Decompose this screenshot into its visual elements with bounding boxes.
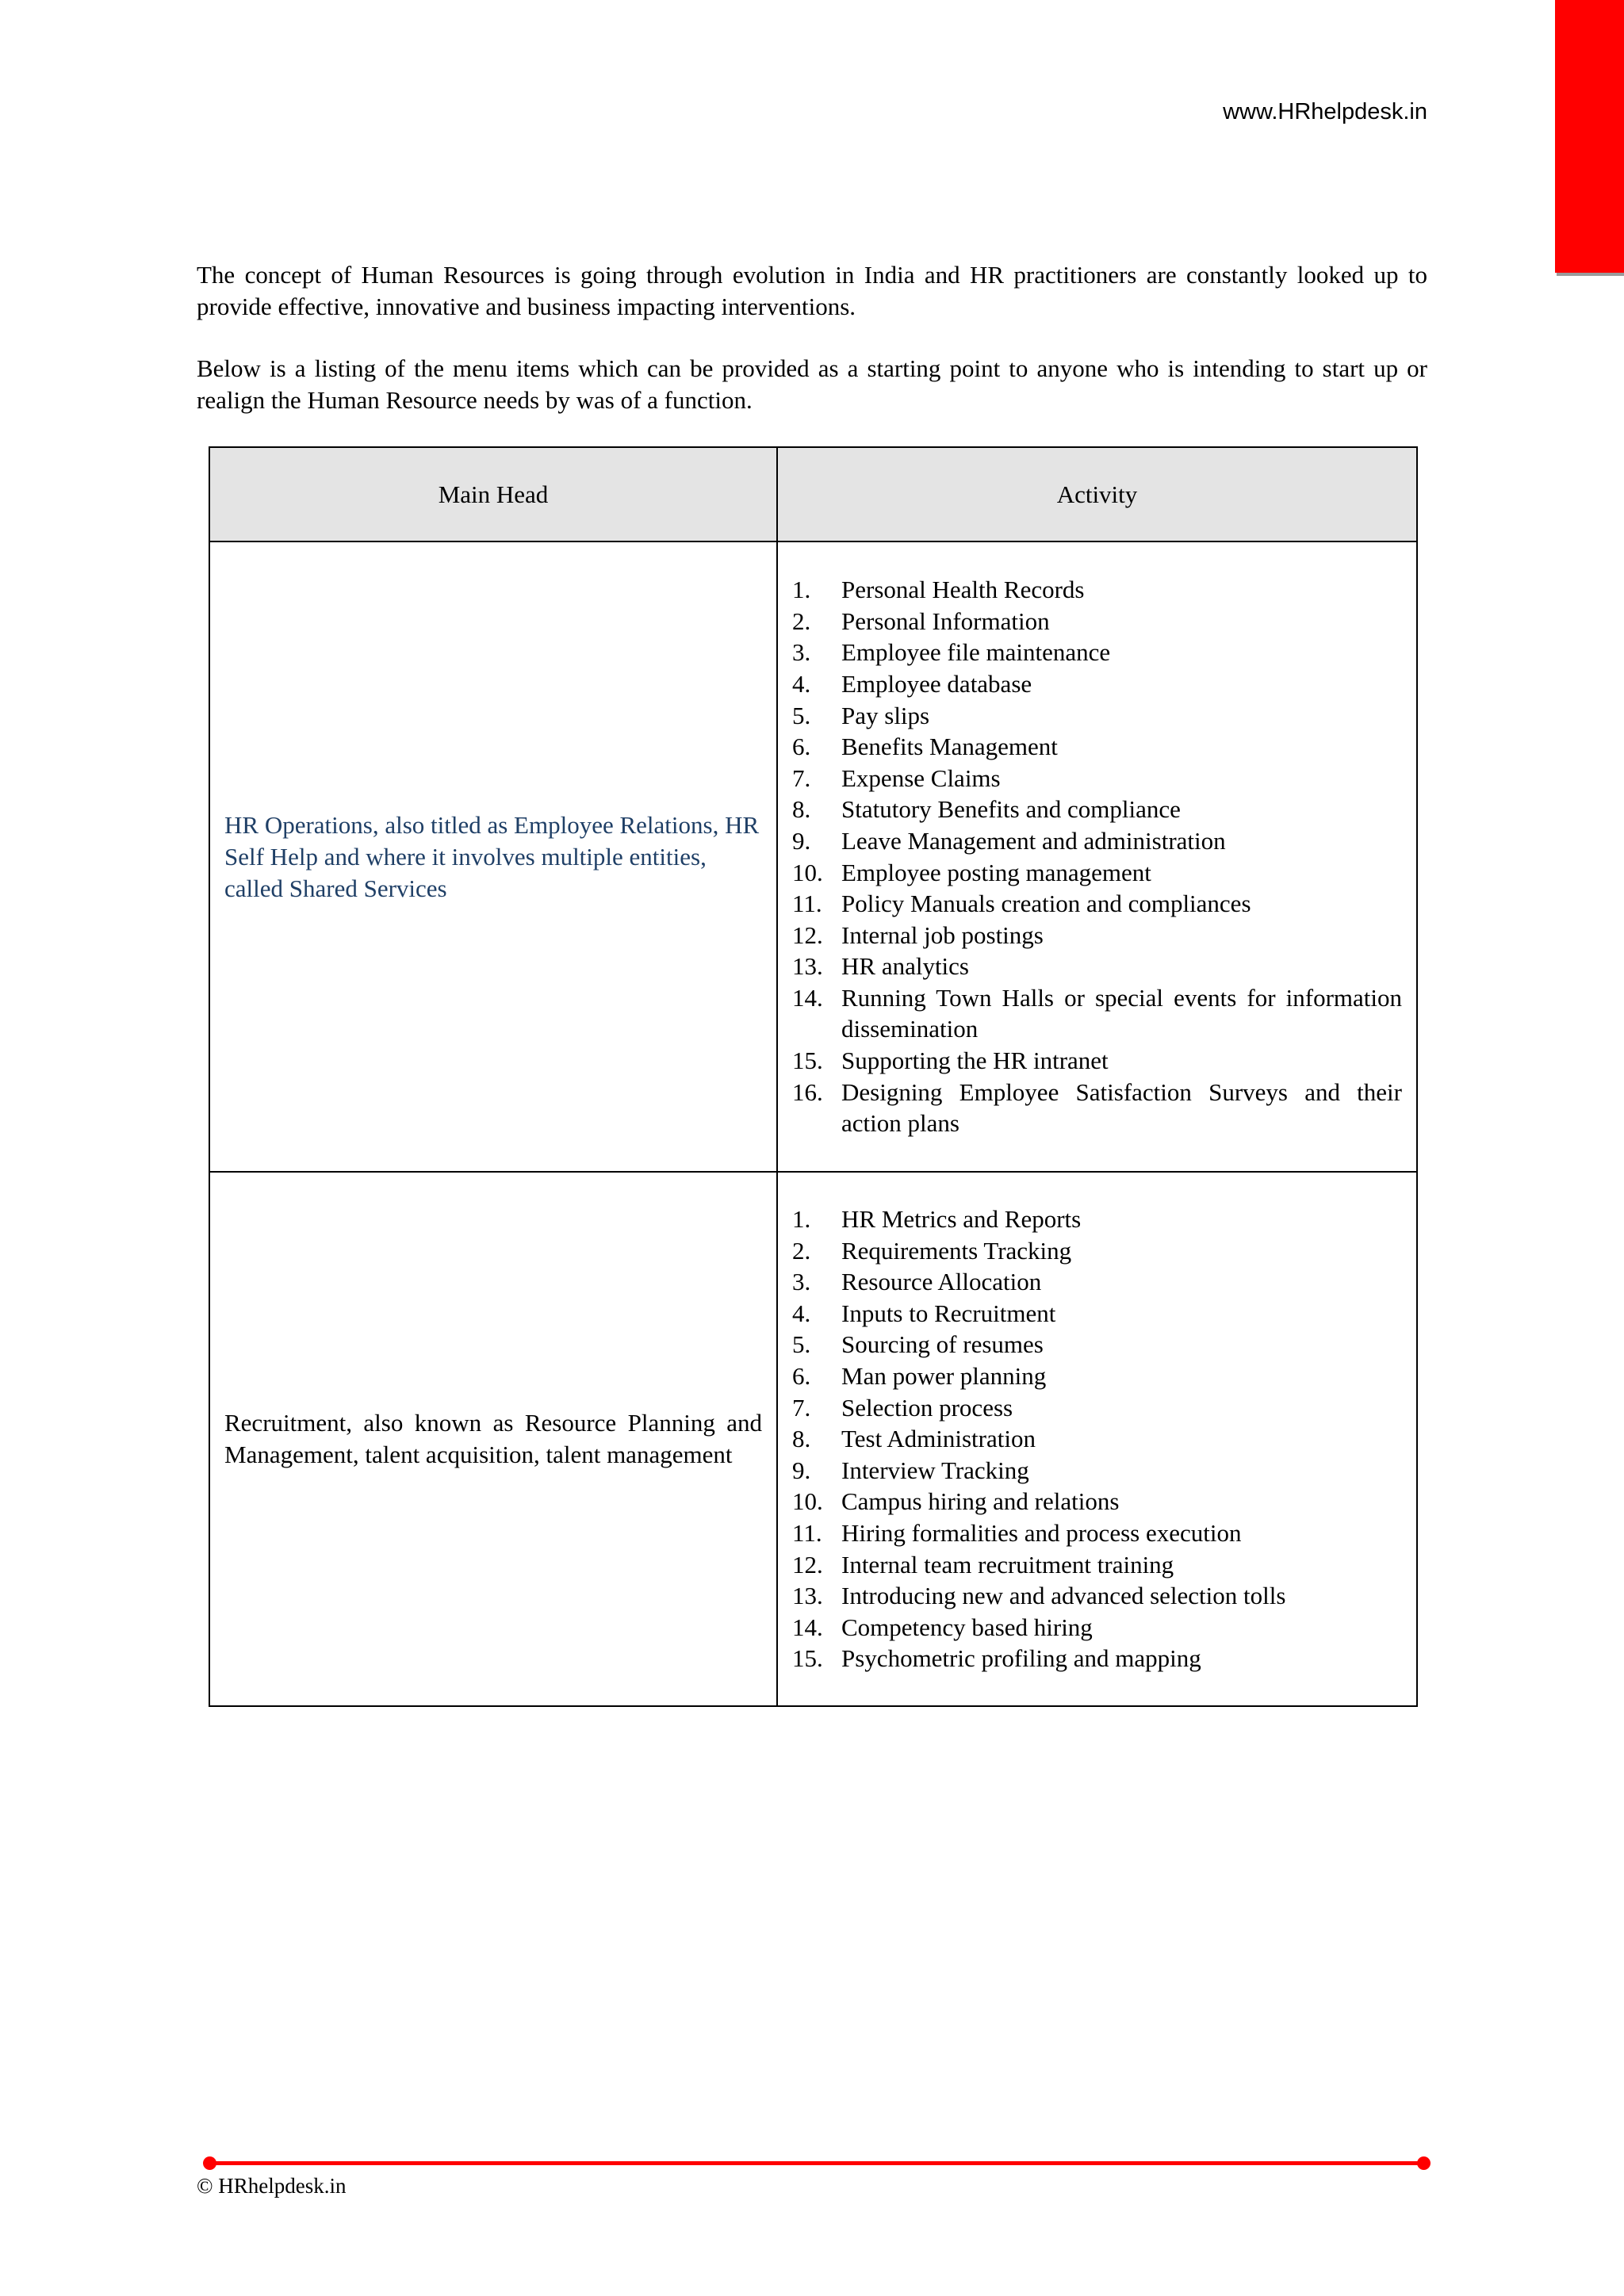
list-item-text: Resource Allocation (841, 1268, 1042, 1296)
list-item (792, 1329, 1402, 1360)
list-item (792, 951, 1402, 982)
list-item-number: 2. (792, 1236, 811, 1265)
list-item-number: 13. (792, 1582, 823, 1610)
list-item-text: HR Metrics and Reports (841, 1205, 1082, 1234)
list-item-number: 1. (792, 576, 811, 604)
list-item-text: Supporting the HR intranet (841, 1047, 1109, 1075)
table-row (209, 1172, 1417, 1706)
list-item (792, 794, 1402, 825)
list-item (792, 668, 1402, 700)
list-item-text: Running Town Halls or special events for information dissemination (841, 983, 1402, 1043)
column-header-activity: Activity (777, 447, 1417, 541)
list-item-text: Campus hiring and relations (841, 1487, 1120, 1516)
list-item-number: 8. (792, 795, 811, 824)
list-item-number: 12. (792, 1550, 823, 1578)
list-item-text: Employee posting management (841, 858, 1151, 886)
list-item (792, 606, 1402, 637)
list-item-text: Pay slips (841, 701, 930, 729)
list-item-text: Interview Tracking (841, 1456, 1029, 1484)
list-item-text: Hiring formalities and process execution (841, 1518, 1242, 1547)
list-item (792, 731, 1402, 763)
activity-list (778, 1203, 1416, 1674)
list-item-text: Psychometric profiling and mapping (841, 1644, 1201, 1673)
list-item-text: HR analytics (841, 952, 969, 981)
list-item-text: Selection process (841, 1393, 1013, 1422)
list-item (792, 574, 1402, 606)
list-item-text: Internal team recruitment training (841, 1550, 1174, 1578)
list-item (792, 1045, 1402, 1077)
activity-cell (777, 541, 1417, 1172)
list-item-text: Inputs to Recruitment (841, 1299, 1056, 1327)
list-item-number: 10. (792, 1487, 823, 1516)
column-header-main-head: Main Head (209, 447, 777, 541)
list-item-text: Employee file maintenance (841, 638, 1111, 667)
footer-divider-dot (1417, 2156, 1431, 2170)
list-item (792, 1266, 1402, 1298)
red-corner-tab (1555, 0, 1624, 273)
list-item-number: 15. (792, 1644, 823, 1673)
list-item (792, 982, 1402, 1045)
list-item-text: Test Administration (841, 1425, 1036, 1453)
list-item (792, 825, 1402, 857)
hr-functions-table (209, 446, 1418, 1707)
list-item (792, 1612, 1402, 1644)
list-item (792, 857, 1402, 889)
list-item (792, 1549, 1402, 1581)
list-item-number: 6. (792, 1362, 811, 1391)
list-item-text: Statutory Benefits and compliance (841, 795, 1181, 824)
list-item-text: Benefits Management (841, 733, 1058, 761)
list-item-number: 15. (792, 1047, 823, 1075)
intro-paragraph-1: The concept of Human Resources is going through evolution in India and HR practitioners are constantly looked up to provide effective, innovative and business impacting interventions. (197, 261, 1427, 320)
list-item-text: Introducing new and advanced selection tolls (841, 1582, 1286, 1610)
list-item-number: 6. (792, 733, 811, 761)
list-item (792, 1423, 1402, 1455)
list-item-text: Sourcing of resumes (841, 1330, 1044, 1359)
list-item-text: Personal Information (841, 607, 1050, 635)
site-url: www.HRhelpdesk.in (1223, 99, 1427, 124)
list-item-number: 7. (792, 1393, 811, 1422)
list-item-text: Personal Health Records (841, 576, 1085, 604)
table-row (209, 541, 1417, 1172)
list-item-number: 7. (792, 763, 811, 792)
main-head-recruitment: Recruitment, also known as Resource Planning and Management, talent acquisition, talent management (209, 1172, 777, 1706)
list-item-number: 2. (792, 607, 811, 635)
list-item-number: 13. (792, 952, 823, 981)
list-item (792, 1077, 1402, 1139)
list-item-text: Man power planning (841, 1362, 1047, 1391)
intro-paragraph-2: Below is a listing of the menu items which can be provided as a starting point to anyone who is intending to start up or realign the Human Resource needs by was of a function. (197, 354, 1427, 414)
list-item-number: 5. (792, 1330, 811, 1359)
list-item-text: Internal job postings (841, 920, 1044, 949)
list-item-number: 4. (792, 669, 811, 698)
list-item (792, 763, 1402, 794)
footer-divider-dot (203, 2156, 216, 2170)
list-item-number: 8. (792, 1425, 811, 1453)
list-item-number: 10. (792, 858, 823, 886)
list-item (792, 888, 1402, 920)
list-item-text: Policy Manuals creation and compliances (841, 890, 1251, 918)
list-item-number: 4. (792, 1299, 811, 1327)
list-item-text: Designing Employee Satisfaction Surveys and their action plans (841, 1077, 1402, 1138)
list-item-text: Requirements Tracking (841, 1236, 1072, 1265)
list-item-number: 5. (792, 701, 811, 729)
list-item (792, 1517, 1402, 1549)
list-item (792, 637, 1402, 668)
table-header-row (209, 447, 1417, 541)
list-item (792, 700, 1402, 732)
list-item (792, 1455, 1402, 1487)
list-item-text: Competency based hiring (841, 1613, 1093, 1641)
list-item-number: 11. (792, 1518, 822, 1547)
list-item-number: 9. (792, 826, 811, 855)
list-item (792, 1643, 1402, 1674)
list-item (792, 1392, 1402, 1424)
list-item-number: 14. (792, 983, 823, 1012)
list-item-number: 12. (792, 920, 823, 949)
list-item (792, 1360, 1402, 1392)
list-item (792, 1298, 1402, 1330)
list-item (792, 1580, 1402, 1612)
list-item (792, 920, 1402, 951)
list-item-number: 9. (792, 1456, 811, 1484)
list-item-number: 11. (792, 890, 822, 918)
activity-cell (777, 1172, 1417, 1706)
list-item-number: 3. (792, 1268, 811, 1296)
list-item-number: 14. (792, 1613, 823, 1641)
list-item-number: 3. (792, 638, 811, 667)
list-item-text: Employee database (841, 669, 1032, 698)
list-item (792, 1486, 1402, 1517)
footer-copyright: © HRhelpdesk.in (197, 2174, 347, 2198)
list-item (792, 1235, 1402, 1267)
main-head-hr-operations: HR Operations, also titled as Employee Relations, HR Self Help and where it involves multiple entities, called Shared Services (209, 541, 777, 1172)
activity-list (778, 574, 1416, 1139)
list-item-text: Leave Management and administration (841, 826, 1226, 855)
list-item (792, 1203, 1402, 1235)
list-item-text: Expense Claims (841, 763, 1001, 792)
list-item-number: 1. (792, 1205, 811, 1234)
list-item-number: 16. (792, 1077, 823, 1106)
footer-divider (209, 2161, 1426, 2165)
